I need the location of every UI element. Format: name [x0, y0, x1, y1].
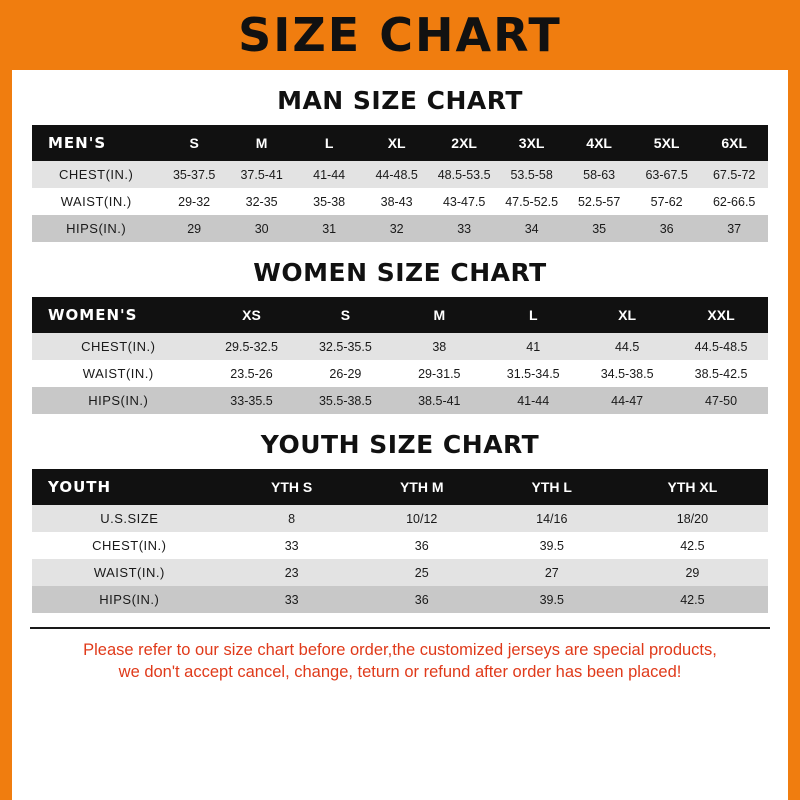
table-cell: 39.5: [487, 532, 617, 559]
table-cell: 23.5-26: [205, 360, 299, 387]
table-cell: 29-31.5: [392, 360, 486, 387]
table-cell: 38.5-41: [392, 387, 486, 414]
table-header-row: [32, 125, 768, 161]
table-cell: 31: [295, 215, 363, 242]
table-cell: 29: [617, 559, 768, 586]
table-cell: 67.5-72: [700, 161, 768, 188]
column-header: 5XL: [633, 125, 701, 161]
table-cell: 38.5-42.5: [674, 360, 768, 387]
column-header: YTH M: [357, 469, 487, 505]
youth-size-table: [32, 469, 768, 613]
table-row: [32, 161, 768, 188]
table-row: [32, 387, 768, 414]
row-header: WAIST(IN.): [32, 559, 227, 586]
table-header-row: [32, 469, 768, 505]
table-cell: 27: [487, 559, 617, 586]
table-cell: 32.5-35.5: [298, 333, 392, 360]
table-cell: 33: [227, 532, 357, 559]
table-cell: 31.5-34.5: [486, 360, 580, 387]
order-notice: [30, 627, 770, 684]
table-cell: 29-32: [160, 188, 228, 215]
row-header: CHEST(IN.): [32, 333, 205, 360]
section-women: [12, 258, 788, 414]
table-cell: 39.5: [487, 586, 617, 613]
column-header: 3XL: [498, 125, 566, 161]
notice-line-1: Please refer to our size chart before order,the customized jerseys are special products,: [83, 641, 717, 659]
women-size-table: [32, 297, 768, 414]
row-header: WAIST(IN.): [32, 360, 205, 387]
table-cell: 23: [227, 559, 357, 586]
table-cell: 44-48.5: [363, 161, 431, 188]
row-header: HIPS(IN.): [32, 387, 205, 414]
table-cell: 37: [700, 215, 768, 242]
column-header: YTH L: [487, 469, 617, 505]
table-cell: 53.5-58: [498, 161, 566, 188]
table-cell: 25: [357, 559, 487, 586]
table-cell: 29: [160, 215, 228, 242]
column-header: XXL: [674, 297, 768, 333]
table-cell: 35: [565, 215, 633, 242]
table-cell: 48.5-53.5: [430, 161, 498, 188]
table-cell: 36: [357, 532, 487, 559]
table-cell: 34.5-38.5: [580, 360, 674, 387]
table-cell: 44.5-48.5: [674, 333, 768, 360]
table-row: [32, 188, 768, 215]
row-header: WAIST(IN.): [32, 188, 160, 215]
section-youth: [12, 430, 788, 613]
section-title-women: WOMEN SIZE CHART: [253, 258, 547, 287]
men-size-table: [32, 125, 768, 242]
table-cell: 14/16: [487, 505, 617, 532]
column-header: L: [295, 125, 363, 161]
table-cell: 42.5: [617, 586, 768, 613]
table-row: [32, 532, 768, 559]
table-row: [32, 505, 768, 532]
banner: [0, 0, 800, 70]
column-header: L: [486, 297, 580, 333]
table-cell: 32-35: [228, 188, 296, 215]
table-cell: 34: [498, 215, 566, 242]
table-cell: 52.5-57: [565, 188, 633, 215]
row-header: CHEST(IN.): [32, 532, 227, 559]
table-cell: 58-63: [565, 161, 633, 188]
column-header: M: [392, 297, 486, 333]
column-header: XS: [205, 297, 299, 333]
column-header: XL: [580, 297, 674, 333]
table-cell: 38-43: [363, 188, 431, 215]
table-cell: 44-47: [580, 387, 674, 414]
table-cell: 33: [430, 215, 498, 242]
table-cell: 42.5: [617, 532, 768, 559]
table-cell: 35.5-38.5: [298, 387, 392, 414]
table-row: [32, 333, 768, 360]
table-cell: 37.5-41: [228, 161, 296, 188]
column-header: YOUTH: [32, 469, 227, 505]
table-cell: 30: [228, 215, 296, 242]
table-cell: 33-35.5: [205, 387, 299, 414]
table-cell: 36: [357, 586, 487, 613]
table-cell: 63-67.5: [633, 161, 701, 188]
table-row: [32, 360, 768, 387]
table-header-row: [32, 297, 768, 333]
table-cell: 47.5-52.5: [498, 188, 566, 215]
table-row: [32, 559, 768, 586]
table-cell: 18/20: [617, 505, 768, 532]
table-cell: 43-47.5: [430, 188, 498, 215]
column-header: 4XL: [565, 125, 633, 161]
table-cell: 32: [363, 215, 431, 242]
table-cell: 10/12: [357, 505, 487, 532]
table-cell: 8: [227, 505, 357, 532]
table-cell: 35-37.5: [160, 161, 228, 188]
column-header: S: [160, 125, 228, 161]
section-title-youth: YOUTH SIZE CHART: [260, 430, 540, 459]
row-header: U.S.SIZE: [32, 505, 227, 532]
row-header: HIPS(IN.): [32, 586, 227, 613]
section-title-men: MAN SIZE CHART: [277, 86, 523, 115]
table-cell: 38: [392, 333, 486, 360]
table-row: [32, 215, 768, 242]
table-cell: 47-50: [674, 387, 768, 414]
table-cell: 29.5-32.5: [205, 333, 299, 360]
section-men: [12, 86, 788, 242]
table-cell: 35-38: [295, 188, 363, 215]
table-cell: 36: [633, 215, 701, 242]
table-cell: 44.5: [580, 333, 674, 360]
row-header: HIPS(IN.): [32, 215, 160, 242]
column-header: YTH S: [227, 469, 357, 505]
table-cell: 41-44: [486, 387, 580, 414]
column-header: XL: [363, 125, 431, 161]
table-cell: 41-44: [295, 161, 363, 188]
table-cell: 41: [486, 333, 580, 360]
column-header: MEN'S: [32, 125, 160, 161]
row-header: CHEST(IN.): [32, 161, 160, 188]
page-title: SIZE CHART: [238, 8, 562, 62]
column-header: M: [228, 125, 296, 161]
table-cell: 26-29: [298, 360, 392, 387]
column-header: 2XL: [430, 125, 498, 161]
table-row: [32, 586, 768, 613]
table-cell: 57-62: [633, 188, 701, 215]
column-header: WOMEN'S: [32, 297, 205, 333]
column-header: S: [298, 297, 392, 333]
column-header: 6XL: [700, 125, 768, 161]
column-header: YTH XL: [617, 469, 768, 505]
table-cell: 62-66.5: [700, 188, 768, 215]
table-cell: 33: [227, 586, 357, 613]
notice-line-2: we don't accept cancel, change, teturn or refund after order has been placed!: [118, 663, 682, 682]
